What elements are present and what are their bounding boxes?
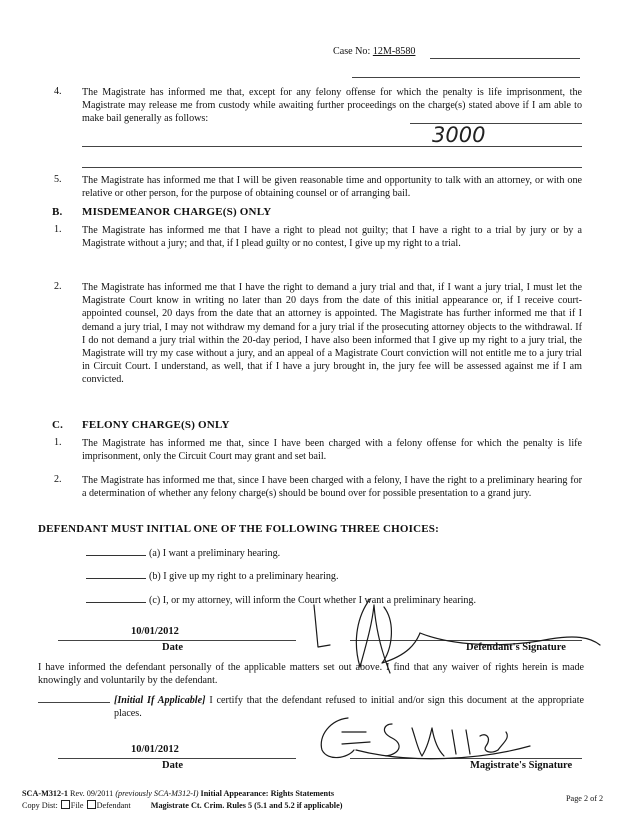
magistrate-date-label: Date [162, 760, 183, 771]
footer-title: Initial Appearance: Rights Statements [200, 789, 335, 798]
section-b-item-2-number: 2. [54, 281, 62, 292]
item-5-text: The Magistrate has informed me that I will be given reasonable time and opportunity to talk with an attorney, or with one relative or other person, for the purpose of obtaining counsel or of arranging bail. [82, 175, 582, 200]
defendant-date-line [58, 640, 296, 641]
section-b-item-2-text: The Magistrate has informed me that I have the right to demand a jury trial and that, if I want a jury trial, I must let the Magistrate Court know in writing no later than 20 days from the date of this initial appearance or, if I receive court-appointed counsel, 20 days from the date that an attorney is appointed. The Magistrate has further informed me that if I demand a jury trial, I may not withdraw my demand for a jury trial if the prosecuting attorney objects to the withdrawal. If I do not demand a jury trial within the 20-day period, I have also been informed that I give up my right to a jury trial, the Magistrate will try my case without a jury, and an appeal of a Magistrate Court conviction will not entitle me to a jury trial in Circuit Court. I understand, as well, that if I have a jury brought in, the jury fee will be assessed against me if I am convicted. [82, 282, 582, 386]
bail-line-3 [82, 167, 582, 168]
section-b-letter: B. [52, 206, 63, 218]
case-number: 12M-8580 [372, 46, 416, 57]
certification-initial-blank [38, 702, 110, 703]
footer-defendant: Defendant [96, 801, 131, 810]
choice-c-text: (c) I, or my attorney, will inform the Court whether I want a preliminary hearing. [149, 595, 477, 606]
certification-text: I have informed the defendant personally of the applicable matters set out above. I find that any waiver of rights herein is made knowingly and voluntarily by the defendant. [38, 662, 584, 687]
choices-heading: DEFENDANT MUST INITIAL ONE OF THE FOLLOWING THREE CHOICES: [38, 523, 439, 535]
case-number-line [333, 46, 415, 57]
section-b-item-1-text: The Magistrate has informed me that I have a right to plead not guilty; that I have a right to a trial by jury or by a Magistrate without a jury; and that, if I plead guilty or no contest, I give up my right to a trial. [82, 225, 582, 250]
bail-handwritten: 3000 [432, 123, 486, 147]
section-c-letter: C. [52, 419, 64, 431]
defendant-date-value: 10/01/2012 [131, 626, 179, 637]
choice-b-text: (b) I give up my right to a preliminary hearing. [149, 571, 339, 582]
section-b-item-1-number: 1. [54, 224, 62, 235]
defendant-date-label: Date [162, 642, 183, 653]
footer-rev: Rev. 09/2011 [69, 789, 114, 798]
case-label: Case No: [333, 46, 371, 57]
initial-if-applicable-label: [Initial If Applicable] [114, 695, 206, 706]
footer-form-id: SCA-M312-1 [22, 789, 68, 798]
item-4-text: The Magistrate has informed me that, except for any felony offense for which the penalty is life imprisonment, the Magistrate may release me from custody while awaiting further proceedings on the charge(s) stated above if I am able to make bail generally as follows: [82, 87, 582, 125]
section-c-item-2-number: 2. [54, 474, 62, 485]
file-checkbox[interactable] [61, 800, 70, 809]
choice-a [86, 545, 280, 559]
initial-certify-text: I certify that the defendant refused to initial and/or sign this document at the appropriate places. [114, 695, 584, 720]
footer-file: File [70, 801, 84, 810]
footer-previously: (previously SCA-M312-I) [115, 789, 199, 798]
footer-line-1 [22, 789, 622, 800]
case-number-underline [430, 58, 580, 59]
section-b-title: MISDEMEANOR CHARGE(S) ONLY [82, 206, 272, 218]
magistrate-date-line [58, 758, 296, 759]
choice-b-initial-blank[interactable] [86, 568, 146, 579]
section-c-title: FELONY CHARGE(S) ONLY [82, 419, 230, 431]
footer-page-number: Page 2 of 2 [566, 794, 604, 803]
defendant-checkbox[interactable] [87, 800, 96, 809]
bail-line-2 [82, 146, 582, 147]
choice-a-text: (a) I want a preliminary hearing. [149, 548, 281, 559]
footer-copy-dist: Copy Dist: [22, 801, 58, 810]
magistrate-signature-scribble [300, 710, 600, 772]
footer-rules: Magistrate Ct. Crim. Rules 5 (5.1 and 5.2 if applicable) [150, 801, 343, 810]
choice-b [86, 568, 339, 582]
item-4-number: 4. [54, 86, 62, 97]
item-5-number: 5. [54, 174, 62, 185]
choice-a-initial-blank[interactable] [86, 545, 146, 556]
footer-line-2 [22, 800, 622, 812]
choice-c-initial-blank[interactable] [86, 592, 146, 603]
section-c-item-2-text: The Magistrate has informed me that, since I have been charged with a felony, I have the right to a preliminary hearing for a determination of whether any felony charge(s) should be bound over for possible presentation to a grand jury. [82, 475, 582, 500]
section-c-item-1-text: The Magistrate has informed me that, since I have been charged with a felony offense for which the penalty is life imprisonment, only the Circuit Court may grant and set bail. [82, 438, 582, 463]
defendant-signature-label: Defendant's Signature [466, 642, 566, 653]
section-c-item-1-number: 1. [54, 437, 62, 448]
charge-line-1 [352, 77, 580, 78]
magistrate-date-value: 10/01/2012 [131, 744, 179, 755]
magistrate-signature-label: Magistrate's Signature [470, 760, 573, 771]
